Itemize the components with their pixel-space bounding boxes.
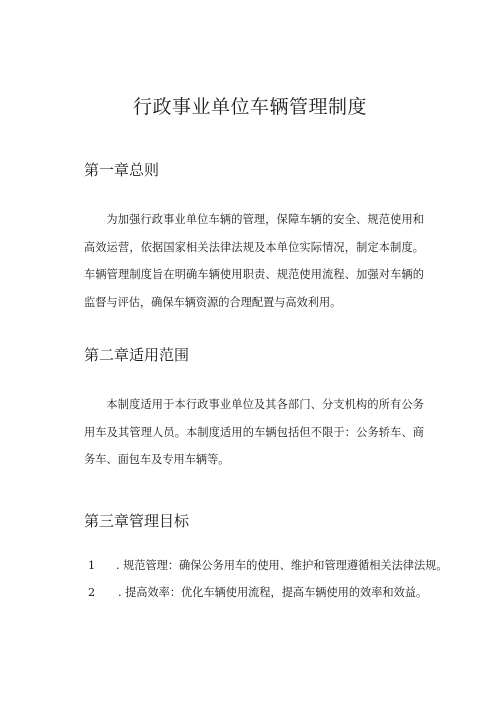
list-item-number: 1 bbox=[88, 559, 96, 572]
list-item-text: . 提高效率：优化车辆使用流程，提高车辆使用的效率和效益。 bbox=[118, 586, 428, 599]
chapter-1-paragraph: 为加强行政事业单位车辆的管理，保障车辆的安全、规范使用和高效运营，依据国家相关法律法规及本单位实际情况，制定本制度。车辆管理制度旨在明确车辆使用职责、规范使用流程、加强对车辆的监督与评估，确保车辆资源的合理配置与高效利用。 bbox=[84, 213, 424, 309]
list-item bbox=[88, 585, 433, 601]
chapter-2-paragraph: 本制度适用于本行政事业单位及其各部门、分支机构的所有公务用车及其管理人员。本制度适用的车辆包括但不限于：公务轿车、商务车、面包车及专用车辆等。 bbox=[84, 398, 424, 466]
document-title: 行政事业单位车辆管理制度 bbox=[132, 96, 367, 118]
list-item bbox=[88, 558, 448, 574]
chapter-3-heading: 第三章管理目标 bbox=[84, 512, 190, 530]
chapter-2-heading: 第二章适用范围 bbox=[84, 346, 190, 364]
list-item-number: 2 bbox=[88, 586, 96, 599]
list-item-text: . 规范管理：确保公务用车的使用、维护和管理遵循相关法律法规。 bbox=[116, 559, 448, 572]
chapter-1-heading: 第一章总则 bbox=[84, 161, 160, 179]
